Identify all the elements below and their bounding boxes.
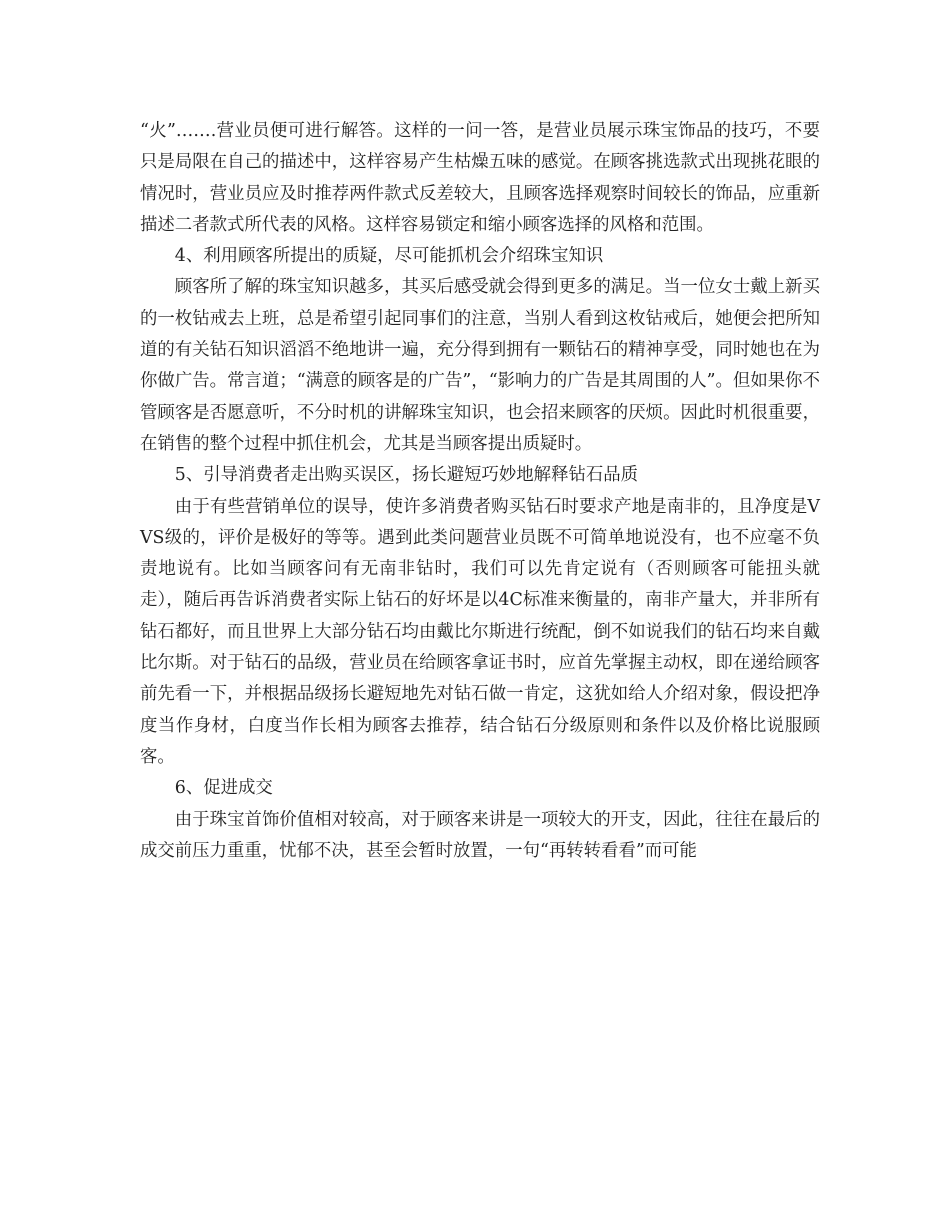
- section-heading-6: 6、促进成交: [174, 778, 273, 799]
- paragraph-section-5: 由于有些营销单位的误导，使许多消费者购买钻石时要求产地是南非的，且净度是VVS级的，评价是极好的等等。遇到此类问题营业员既不可简单地说没有，也不应毫不负责地说有。比如当顾客问有无南非钻时，我们可以先肯定说有（否则顾客可能扭头就走），随后再告诉消费者实际上钻石的好坏是以4C标准来衡量的，南非产量大，并非所有钻石都好，而且世界上大部分钻石均由戴比尔斯进行统配，倒不如说我们的钻石均来自戴比尔斯。对于钻石的品级，营业员在给顾客拿证书时，应首先掌握主动权，即在递给顾客前先看一下，并根据品级扬长避短地先对钻石做一肯定，这犹如给人介绍对象，假设把净度当作身材，白度当作长相为顾客去推荐，结合钻石分级原则和条件以及价格比说服顾客。: [140, 496, 820, 767]
- section-heading-4: 4、利用顾客所提出的质疑，尽可能抓机会介绍珠宝知识: [174, 246, 604, 267]
- document-body: [140, 116, 820, 867]
- paragraph-continuation: “火”…….营业员便可进行解答。这样的一问一答，是营业员展示珠宝饰品的技巧，不要只是局限在自己的描述中，这样容易产生枯燥五味的感觉。在顾客挑选款式出现挑花眼的情况时，营业员应及时推荐两件款式反差较大，且顾客选择观察时间较长的饰品，应重新描述二者款式所代表的风格。这样容易锁定和缩小顾客选择的风格和范围。: [140, 121, 820, 235]
- paragraph-section-4: 顾客所了解的珠宝知识越多，其买后感受就会得到更多的满足。当一位女士戴上新买的一枚钻戒去上班，总是希望引起同事们的注意，当别人看到这枚钻戒后，她便会把所知道的有关钻石知识滔滔不绝地讲一遍，充分得到拥有一颗钻石的精神享受，同时她也在为你做广告。常言道；“满意的顾客是的广告”，“影响力的广告是其周围的人”。但如果你不管顾客是否愿意听，不分时机的讲解珠宝知识，也会招来顾客的厌烦。因此时机很重要，在销售的整个过程中抓住机会，尤其是当顾客提出质疑时。: [140, 277, 820, 454]
- paragraph-section-6: 由于珠宝首饰价值相对较高，对于顾客来讲是一项较大的开支，因此，往往在最后的成交前压力重重，忧郁不决，甚至会暂时放置，一句“再转转看看”而可能: [140, 809, 820, 861]
- section-heading-5: 5、引导消费者走出购买误区，扬长避短巧妙地解释钻石品质: [174, 465, 639, 486]
